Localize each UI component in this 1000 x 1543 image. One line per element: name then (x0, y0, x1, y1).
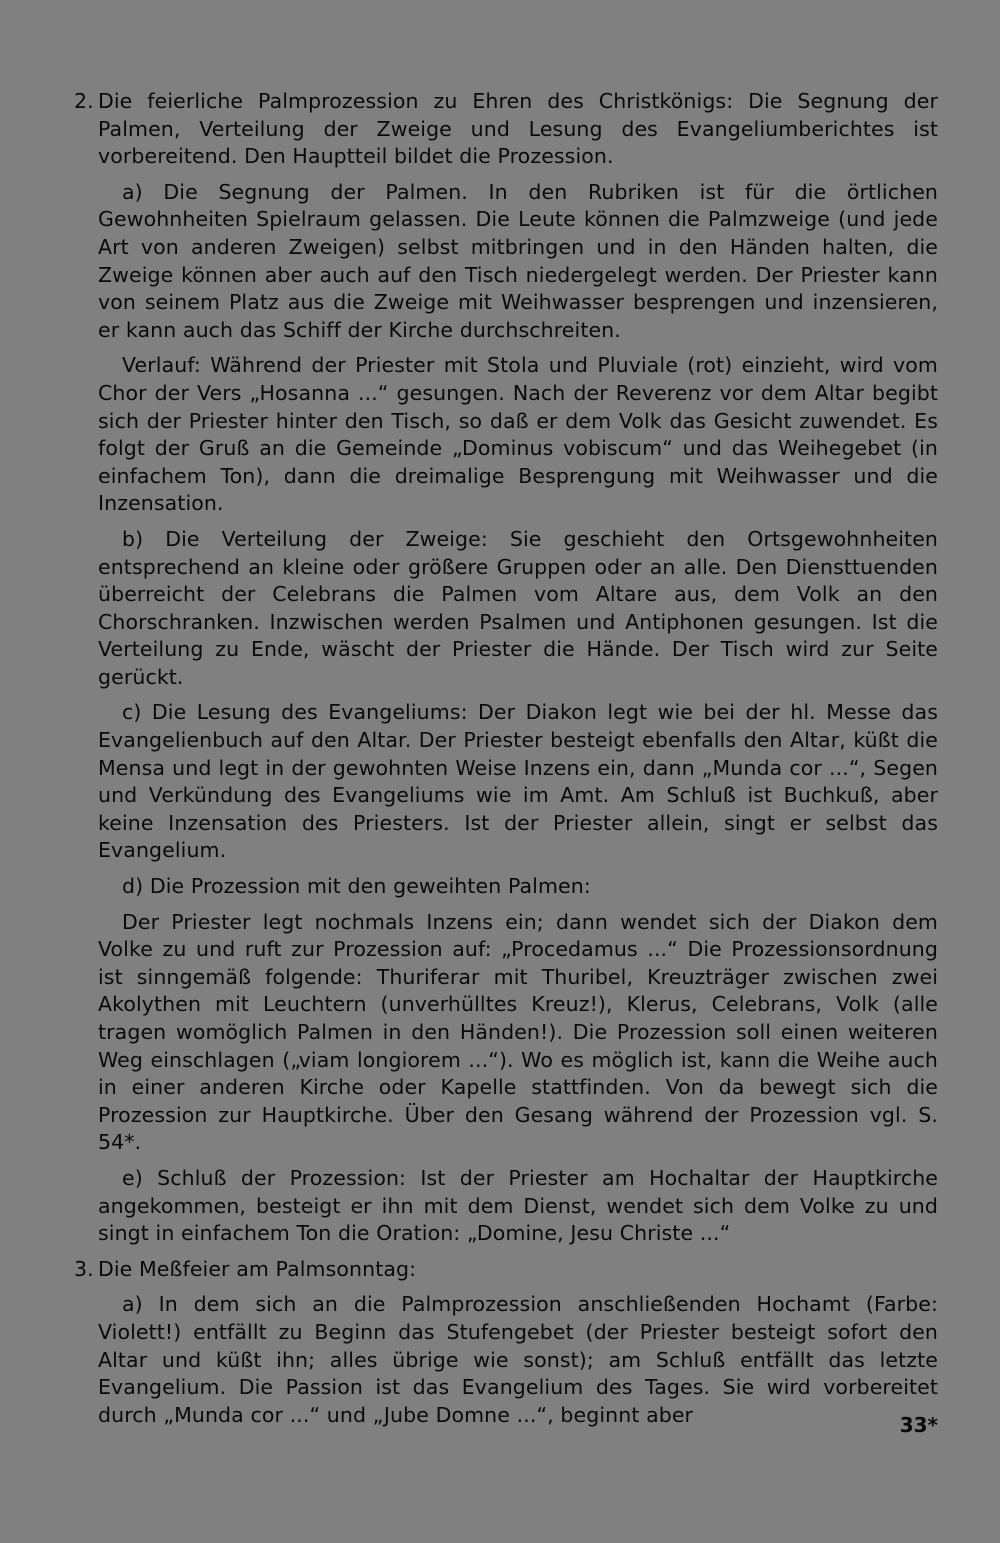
item-number: 3. (74, 1256, 94, 1281)
paragraph-schluss: e) Schluß der Prozession: Ist der Priester am Hochaltar der Hauptkirche angekommen, besteigt er ihn mit dem Dienst, wendet sich dem Volke zu und singt in einfachem Ton die Oration: „Domine, Jesu Christe ...“ (98, 1165, 938, 1246)
item-number: 2. (74, 89, 94, 113)
paragraph-messfeier: a) In dem sich an die Palmprozession anschließenden Hochamt (Farbe: Violett!) entfällt zu Beginn das Stufengebet (der Priester besteigt sofort den Altar und küßt ihn; alles übrige wie sonst); am Schluß entfällt das letzte Evangelium. Die Passion ist das Evangelium des Tages. Sie wird vorbereitet durch „Munda cor ...“ und „Jube Domne ...“, beginnt aber (98, 1292, 938, 1427)
paragraph-item-2 (72, 88, 938, 171)
paragraph-verteilung: b) Die Verteilung der Zweige: Sie geschieht den Ortsgewohnheiten entsprechend an kleine oder größere Gruppen oder an alle. Den Diensttuenden überreicht der Celebrans die Palmen vom Altare aus, dem Volk an den Chorschranken. Inzwischen werden Psalmen und Antiphonen gesungen. Ist die Verteilung zu Ende, wäscht der Priester die Hände. Der Tisch wird zur Seite gerückt. (98, 526, 938, 689)
paragraph-item-3 (72, 1256, 938, 1284)
paragraph-segnung: a) Die Segnung der Palmen. In den Rubriken ist für die örtlichen Gewohnheiten Spielraum gelassen. Die Leute können die Palmzweige (und jede Art von anderen Zweigen) selbst mitbringen und in den Händen halten, die Zweige können aber auch auf den Tisch niedergelegt werden. Der Priester kann von seinem Platz aus die Zweige mit Weihwasser besprengen und inzensieren, er kann auch das Schiff der Kirche durchschreiten. (98, 179, 938, 342)
page-body (72, 88, 938, 1437)
paragraph-text: Die feierliche Palmprozession zu Ehren des Christkönigs: Die Segnung der Palmen, Verteilung der Zweige und Lesung des Evangeliumberichtes ist vorbereitend. Den Hauptteil bildet die Prozession. (98, 89, 938, 169)
paragraph-lesung: c) Die Lesung des Evangeliums: Der Diakon legt wie bei der hl. Messe das Evangelienbuch auf den Altar. Der Priester besteigt ebenfalls den Altar, küßt die Mensa und legt in der gewohnten Weise Inzens ein, dann „Munda cor ...“, Segen und Verkündung des Evangeliums wie im Amt. Am Schluß ist Buchkuß, aber keine Inzensation des Priesters. Ist der Priester allein, singt er selbst das Evangelium. (98, 700, 938, 863)
paragraph-verlauf: Verlauf: Während der Priester mit Stola und Pluviale (rot) einzieht, wird vom Chor der Vers „Hosanna ...“ gesungen. Nach der Reverenz vor dem Altar begibt sich der Priester hinter den Tisch, so daß er dem Volk das Gesicht zuwendet. Es folgt der Gruß an die Gemeinde „Dominus vobiscum“ und das Weihegebet (in einfachem Ton), dann die dreimalige Besprengung mit Weihwasser und die Inzensation. (98, 353, 938, 516)
paragraph-prozession-heading: d) Die Prozession mit den geweihten Palmen: (122, 874, 591, 899)
page-number: 33* (899, 1413, 938, 1437)
paragraph-text: Die Meßfeier am Palmsonntag: (98, 1256, 417, 1281)
paragraph-prozession: Der Priester legt nochmals Inzens ein; dann wendet sich der Diakon dem Volke zu und ruft zur Prozession auf: „Procedamus ...“ Die Prozessionsordnung ist sinngemäß folgende: Thuriferar mit Thuribel, Kreuzträger zwischen zwei Akolythen mit Leuchtern (unverhülltes Kreuz!), Klerus, Celebrans, Volk (alle tragen womöglich Palmen in den Händen!). Die Prozession soll einen weiteren Weg einschlagen („viam longiorem ...“). Wo es möglich ist, kann die Weihe auch in einer anderen Kirche oder Kapelle stattfinden. Von da bewegt sich die Prozession zur Hauptkirche. Über den Gesang während der Prozession vgl. S. 54*. (98, 909, 938, 1155)
